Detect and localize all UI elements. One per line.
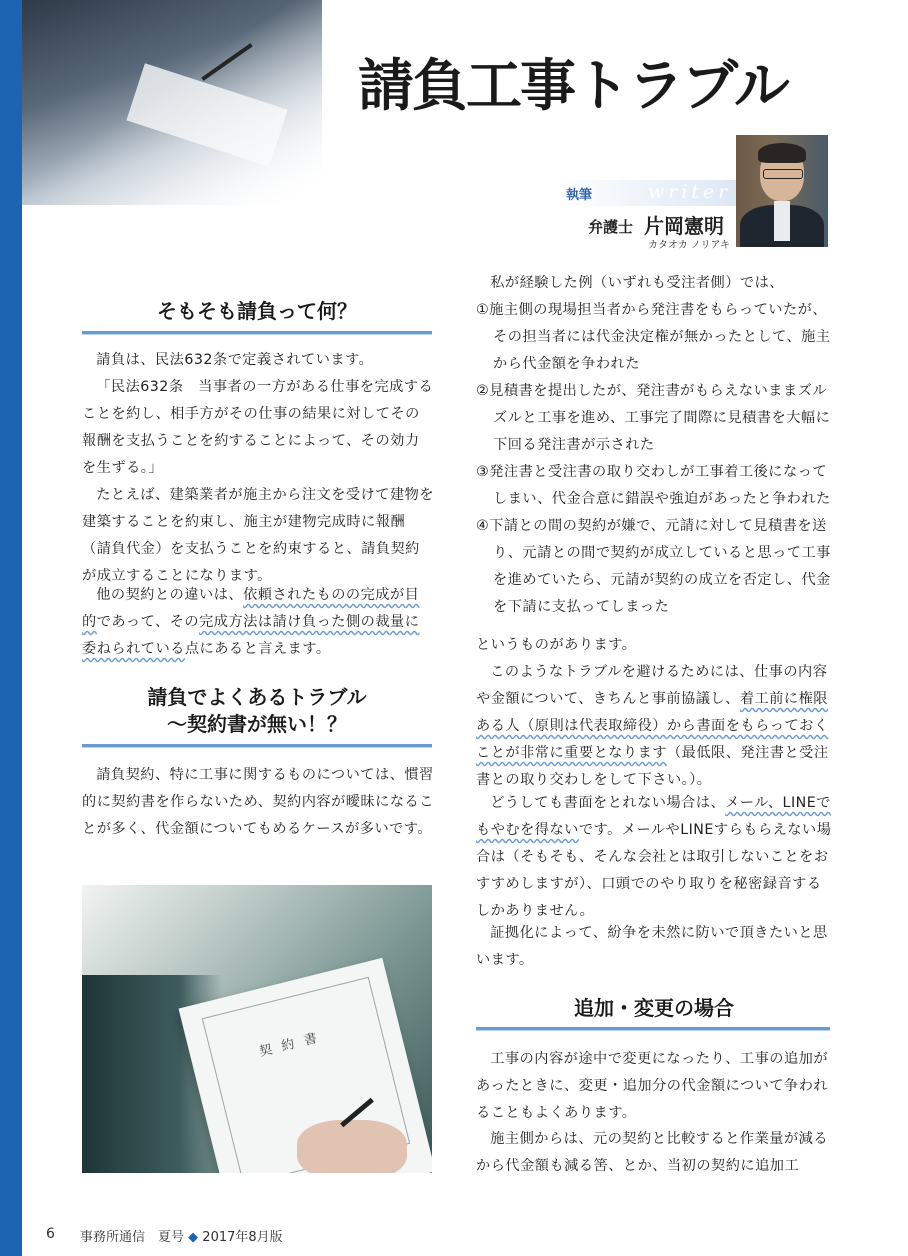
- author-portrait: [736, 135, 828, 247]
- page-spine: [0, 0, 22, 1256]
- example-list: [476, 297, 832, 621]
- paragraph: どうしても書面をとれない場合は、メール、LINEでもやむを得ないです。メールやLINEすらもらえない場合は（そもそも、そんな会社とは取引しないことをおすすめしますが）、口頭でのやり取りを秘密録音するしかありません。: [476, 795, 832, 919]
- paragraph: 請負契約、特に工事に関するものについては、慣習的に契約書を作らないため、契約内容が曖昧になることが多く、代金額についてもめるケースが多いです。: [82, 767, 434, 837]
- list-item: ①施主側の現場担当者から発注書をもらっていたが、その担当者には代金決定権が無かったとして、施主から代金額を争われた: [476, 302, 831, 372]
- paragraph-quote: 「民法632条 当事者の一方がある仕事を完成することを約し、相手方がその仕事の結果に対してその報酬を支払うことを約することによって、その効力を生ずる。」: [82, 379, 434, 476]
- section-rule: [82, 331, 432, 335]
- page-title: 請負工事トラブル: [358, 54, 788, 119]
- list-item: ②見積書を提出したが、発注書がもらえないままズルズルと工事を進め、工事完了間際に見積書を大幅に下回る発注書が示された: [476, 383, 831, 453]
- list-item: ④下請との間の契約が嫌で、元請に対して見積書を送り、元請との間で契約が成立していると思って工事を進めていたら、元請が契約の成立を否定し、代金を下請に支払ってしまった: [476, 518, 831, 615]
- emphasis: 完成方法は請け負った側の裁量に委ねられている: [82, 614, 420, 657]
- list-item: ③発注書と受注書の取り交わしが工事着工後になってしまい、代金合意に錯誤や強迫があったと争われた: [476, 464, 831, 507]
- section-rule: [82, 744, 432, 748]
- emphasis: 着工前に権限ある人（原則は代表取締役）から書面をもらっておくことが非常に重要となります: [476, 691, 829, 761]
- author-role: 弁護士: [588, 218, 634, 236]
- section-heading-trouble: 請負でよくあるトラブル 〜契約書が無い！？: [147, 685, 367, 736]
- author-name-kana: カタオカ ノリアキ: [648, 240, 731, 251]
- paragraph-advice: このようなトラブルを避けるためには、仕事の内容や金額について、きちんと事前協議し、着工前に権限ある人（原則は代表取締役）から書面をもらっておくことが非常に重要となります（最低限、発注書と受注書との取り交わしをして下さい。）。: [476, 664, 829, 788]
- page-number: 6: [46, 1226, 55, 1242]
- emphasis: メール、LINEでもやむを得ない: [476, 795, 831, 838]
- pen-icon: [201, 43, 252, 81]
- paragraph: 証拠化によって、紛争を未然に防いで頂きたいと思います。: [476, 925, 828, 968]
- hero-paper: [126, 63, 287, 166]
- section-heading-changes: 追加・変更の場合: [574, 996, 734, 1020]
- hero-photo: [22, 0, 322, 205]
- paragraph: たとえば、建築業者が施主から注文を受けて建物を建築することを約束し、施主が建物完成時に報酬（請負代金）を支払うことを約束すると、請負契約が成立することになります。: [82, 487, 435, 584]
- diamond-icon: ◆: [188, 1230, 199, 1245]
- paragraph: 請負は、民法632条で定義されています。: [96, 352, 374, 368]
- paragraph: 工事の内容が途中で変更になったり、工事の追加があったときに、変更・追加分の代金額について争われることもよくあります。: [476, 1051, 829, 1121]
- writer-label: 執筆: [566, 188, 593, 203]
- writer-label-en: writer: [648, 181, 732, 203]
- paragraph-intro: 私が経験した例（いずれも受注者側）では、: [490, 275, 784, 291]
- paragraph: というものがあります。: [476, 637, 637, 653]
- contract-document-label: 契約書: [257, 1028, 329, 1061]
- paragraph-difference: 他の契約との違いは、依頼されたものの完成が目的であって、その完成方法は請け負った側の裁量に委ねられている点にあると言えます。: [82, 587, 420, 657]
- emphasis: 依頼されたものの完成が目的: [82, 587, 420, 630]
- footer-publication: 事務所通信 夏号 ◆ 2017年8月版: [80, 1230, 283, 1245]
- author-name: 片岡憲明: [644, 214, 724, 238]
- section-heading-what-is-ukeoi: そもそも請負って何？: [157, 299, 357, 323]
- section-rule: [476, 1027, 830, 1031]
- contract-photo: [82, 885, 432, 1173]
- paragraph: 施主側からは、元の契約と比較すると作業量が減るから代金額も減る筈、とか、当初の契約に追加工: [476, 1131, 829, 1174]
